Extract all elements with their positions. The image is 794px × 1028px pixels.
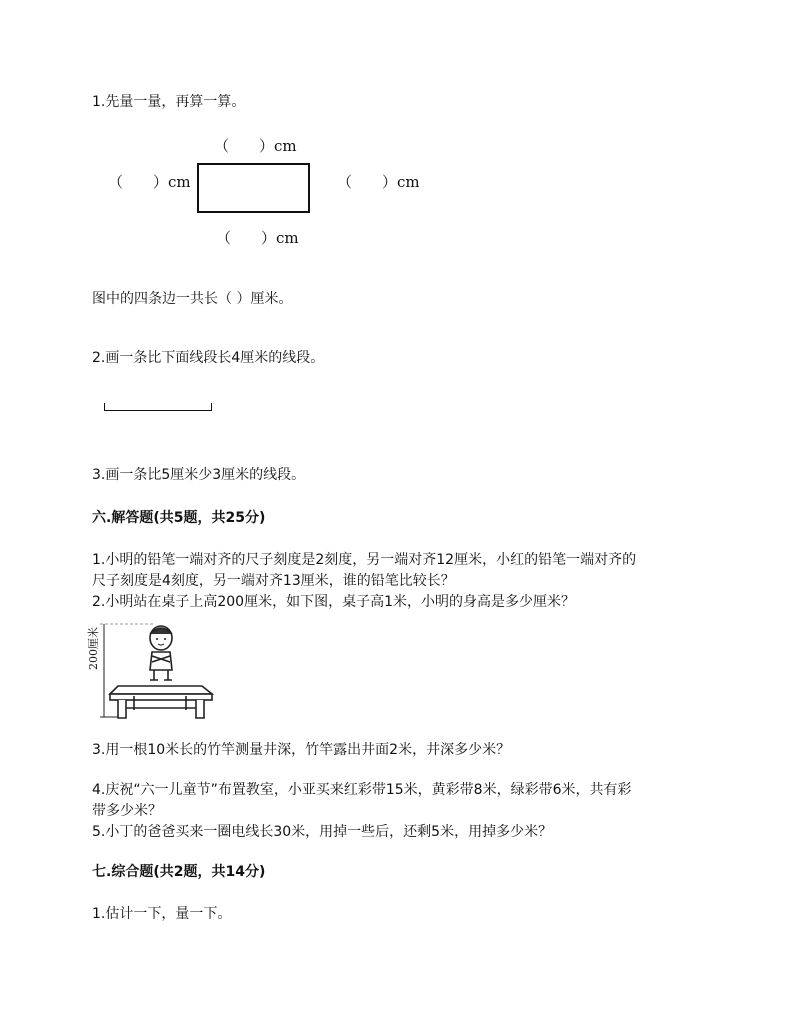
question-1-answer-line: 图中的四条边一共长（ ）厘米。 <box>92 291 293 307</box>
rect-left-label: （ ）cm <box>108 173 191 191</box>
s6-question-2: 2.小明站在桌子上高200厘米，如下图，桌子高1米，小明的身高是多少厘米？ <box>92 594 575 610</box>
rectangle-figure <box>197 163 310 213</box>
section-6-heading: 六.解答题(共5题，共25分) <box>92 510 266 526</box>
s6-question-5: 5.小丁的爸爸买来一圈电线长30米，用掉一些后，还剩5米，用掉多少米？ <box>92 824 553 840</box>
s6-question-3: 3.用一根10米长的竹竿测量井深，竹竿露出井面2米，井深多少米？ <box>92 742 511 758</box>
figure-height-label: 200厘米 <box>87 627 100 670</box>
boy-on-table-illustration <box>96 620 216 720</box>
s6-question-4-line-1: 4.庆祝“六一儿童节”布置教室，小亚买来红彩带15米，黄彩带8米，绿彩带6米，共有彩 <box>92 782 632 798</box>
section-7-heading: 七.综合题(共2题，共14分) <box>92 864 266 880</box>
line-segment-figure <box>104 403 212 411</box>
rect-top-label: （ ）cm <box>214 137 297 155</box>
s6-question-1-line-2: 尺子刻度是4刻度，另一端对齐13厘米，谁的铅笔比较长？ <box>92 573 455 589</box>
question-2: 2.画一条比下面线段长4厘米的线段。 <box>92 350 325 366</box>
s6-question-4-line-2: 带多少米？ <box>92 803 162 819</box>
s7-question-1: 1.估计一下，量一下。 <box>92 906 232 922</box>
s6-question-1-line-1: 1.小明的铅笔一端对齐的尺子刻度是2刻度，另一端对齐12厘米，小红的铅笔一端对齐的 <box>92 552 637 568</box>
rect-bottom-label: （ ）cm <box>216 229 299 247</box>
rect-right-label: （ ）cm <box>337 173 420 191</box>
question-1-title: 1.先量一量，再算一算。 <box>92 94 246 110</box>
question-3: 3.画一条比5厘米少3厘米的线段。 <box>92 467 306 483</box>
